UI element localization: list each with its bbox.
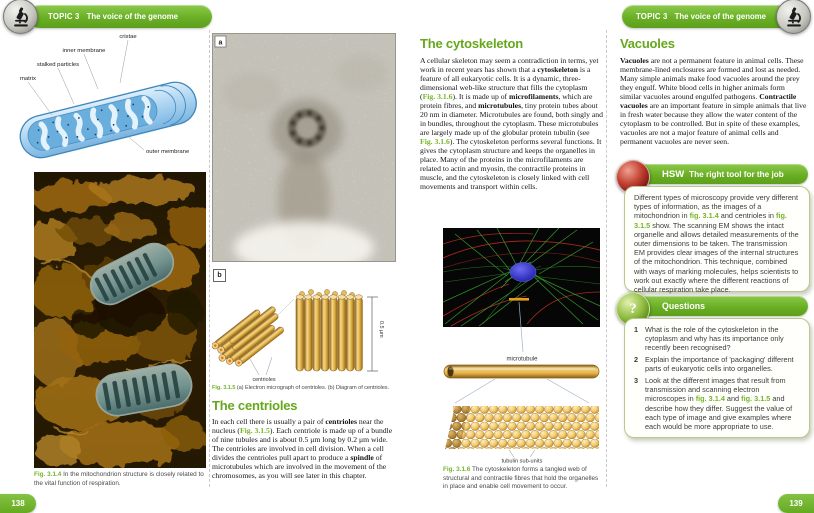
- microscope-glyph: [10, 6, 32, 28]
- column-divider-right: [606, 30, 607, 487]
- page-header-left: [28, 5, 212, 28]
- mitochondrion-diagram: [8, 27, 208, 169]
- fig-3-1-6-caption: Fig. 3.1.6 The cytoskeleton forms a tangled web of structural and contractile fibres that hold the organelles in place and enable cell movement to occur.: [443, 466, 599, 491]
- centriole-bundle-vertical: [296, 289, 362, 371]
- centrioles-body: In each cell there is usually a pair of centrioles near the nucleus (Fig. 3.1.5). Each centriole is made up of a bundle of nine tubules and is about 0.5 μm long by 0.2 μm wide. The centrioles are involved in cell division. When a cell divides the centrioles pull apart to produce a spindle of microtubules which are involved in the movement of the chromosomes, as you will see later in this chapter.: [212, 417, 393, 480]
- centrioles-label: centrioles: [252, 377, 276, 383]
- hsw-tag: HSW: [662, 168, 685, 180]
- centriole-micrograph-image: [212, 33, 396, 262]
- cytoskeleton-heading: The cytoskeleton: [420, 36, 523, 51]
- questions-box: [622, 290, 810, 440]
- page-number-139-text: 139: [789, 499, 803, 508]
- question-mark-glyph: ?: [629, 300, 637, 317]
- micrograph-corner-label: a: [218, 39, 223, 47]
- tubulin-subunits-label: tubulin sub-units: [501, 458, 543, 464]
- question-number: 2: [634, 355, 639, 365]
- centriole-bundle-angled: [212, 299, 291, 374]
- hsw-title: The right tool for the job: [689, 169, 784, 179]
- zoom-connector-line: [443, 299, 600, 355]
- question-item: [634, 325, 800, 353]
- scale-label: 0.5 μm: [378, 321, 384, 338]
- microtubule-diagram: [443, 354, 600, 464]
- microtubule-tube: [444, 365, 599, 378]
- label-outer-membrane: outer membrane: [146, 149, 190, 155]
- question-text: What is the role of the cytoskeleton in the cytoplasm and why has its importance only recently been recognised?: [645, 325, 784, 353]
- page-number-138: [0, 494, 36, 513]
- fig-3-1-5-caption: Fig. 3.1.5 (a) Electron micrograph of centrioles. (b) Diagram of centrioles.: [212, 385, 390, 391]
- microtubule-label: microtubule: [506, 356, 538, 363]
- centrioles-heading: The centrioles: [212, 398, 298, 413]
- label-cristae: cristae: [119, 34, 137, 40]
- diagram-corner-label-b-text: b: [217, 272, 222, 279]
- label-matrix: matrix: [19, 76, 37, 82]
- nucleus: [510, 263, 536, 282]
- page-right: [407, 0, 814, 513]
- question-number: 3: [634, 376, 639, 386]
- fig-3-1-4-caption: Fig. 3.1.4 In the mitochondrion structure is closely related to the vital function of respiration.: [34, 471, 204, 487]
- header-topic: TOPIC 3: [48, 12, 80, 21]
- centriole-diagram: [212, 281, 398, 383]
- microscope-icon: [776, 0, 811, 34]
- sem-mitochondria-image: [34, 172, 206, 468]
- label-inner-membrane: inner membrane: [62, 48, 106, 54]
- vacuoles-body: Vacuoles are not a permanent feature in animal cells. These membrane-lined enclosures are formed and lost as needed. Many simple animals make food vacuoles around the prey they engulf. White blood cells in higher animals form similar vacuoles around engulfed pathogens. Contractile vacuoles are an important feature in simple animals that live in fresh water because they allow the water content of the cytoplasm to be controlled. But in spite of these examples, vacuoles are not a major feature of animal cells and permanent vacuoles are never seen.: [620, 56, 807, 146]
- label-stalked-particles: stalked particles: [36, 62, 80, 68]
- header-title: The voice of the genome: [674, 12, 766, 21]
- question-item: [634, 355, 800, 373]
- question-text: Look at the different images that result from transmission and scanning electron microscopes in fig. 3.1.4 and fig. 3.1.5 and describe how they differ. Suggest the value of each type of image and give examples where each would be more appropriate to use.: [645, 376, 793, 432]
- hsw-box: [622, 158, 810, 295]
- page-number-138-text: 138: [11, 499, 25, 508]
- hsw-box-header: [632, 164, 808, 184]
- page-number-139: [778, 494, 814, 513]
- header-topic: TOPIC 3: [635, 12, 668, 21]
- column-divider-left: [209, 30, 210, 487]
- question-text: Explain the importance of 'packaging' different parts of eukaryotic cells into organelles.: [645, 355, 794, 374]
- tubulin-sheet: [453, 406, 599, 449]
- vacuoles-heading: Vacuoles: [620, 36, 675, 51]
- questions-box-body: [624, 318, 810, 438]
- question-number: 1: [634, 325, 639, 334]
- question-item: [634, 376, 800, 431]
- hsw-box-body: Different types of microscopy provide very different types of information, as the images of a mitochondrion in fig. 3.1.4 and centrioles in fig. 3.1.5 show. The scanning EM shows the intact organelle and allows detailed measurements of the outer dimensions to be taken. The transmission EM provides clear images of the internal structures of the mitochondrion. This technique, combined with ways of marking molecules, helps scientists to work out exactly where the different reactions of cellular respiration take place.: [624, 186, 810, 292]
- questions-title: Questions: [662, 301, 706, 311]
- questions-box-header: [632, 296, 808, 316]
- header-title: The voice of the genome: [86, 12, 179, 21]
- microscope-glyph: [783, 6, 805, 28]
- cytoskeleton-body: A cellular skeleton may seem a contradiction in terms, yet work in recent years has shown that a cytoskeleton is a feature of all eukaryotic cells. It is a dynamic, three-dimensional web-like structure that fills the cytoplasm (Fig. 3.1.6). It is made up of microfilaments, which are protein fibres, and microtubules, tiny protein tubes about 20 nm in diameter. Microtubules are found, both singly and in bundles, throughout the cytoplasm. These microtubules are largely made up of the globular protein tubulin (see Fig. 3.1.6). The cytoskeleton performs several functions. It gives the cytoplasm structure and keeps the organelles in place. Many of the proteins in the microfilaments are related to actin and myosin, the contractile proteins in muscle, and the cytoskeleton is closely linked with cell movements and transport within cells.: [420, 56, 603, 191]
